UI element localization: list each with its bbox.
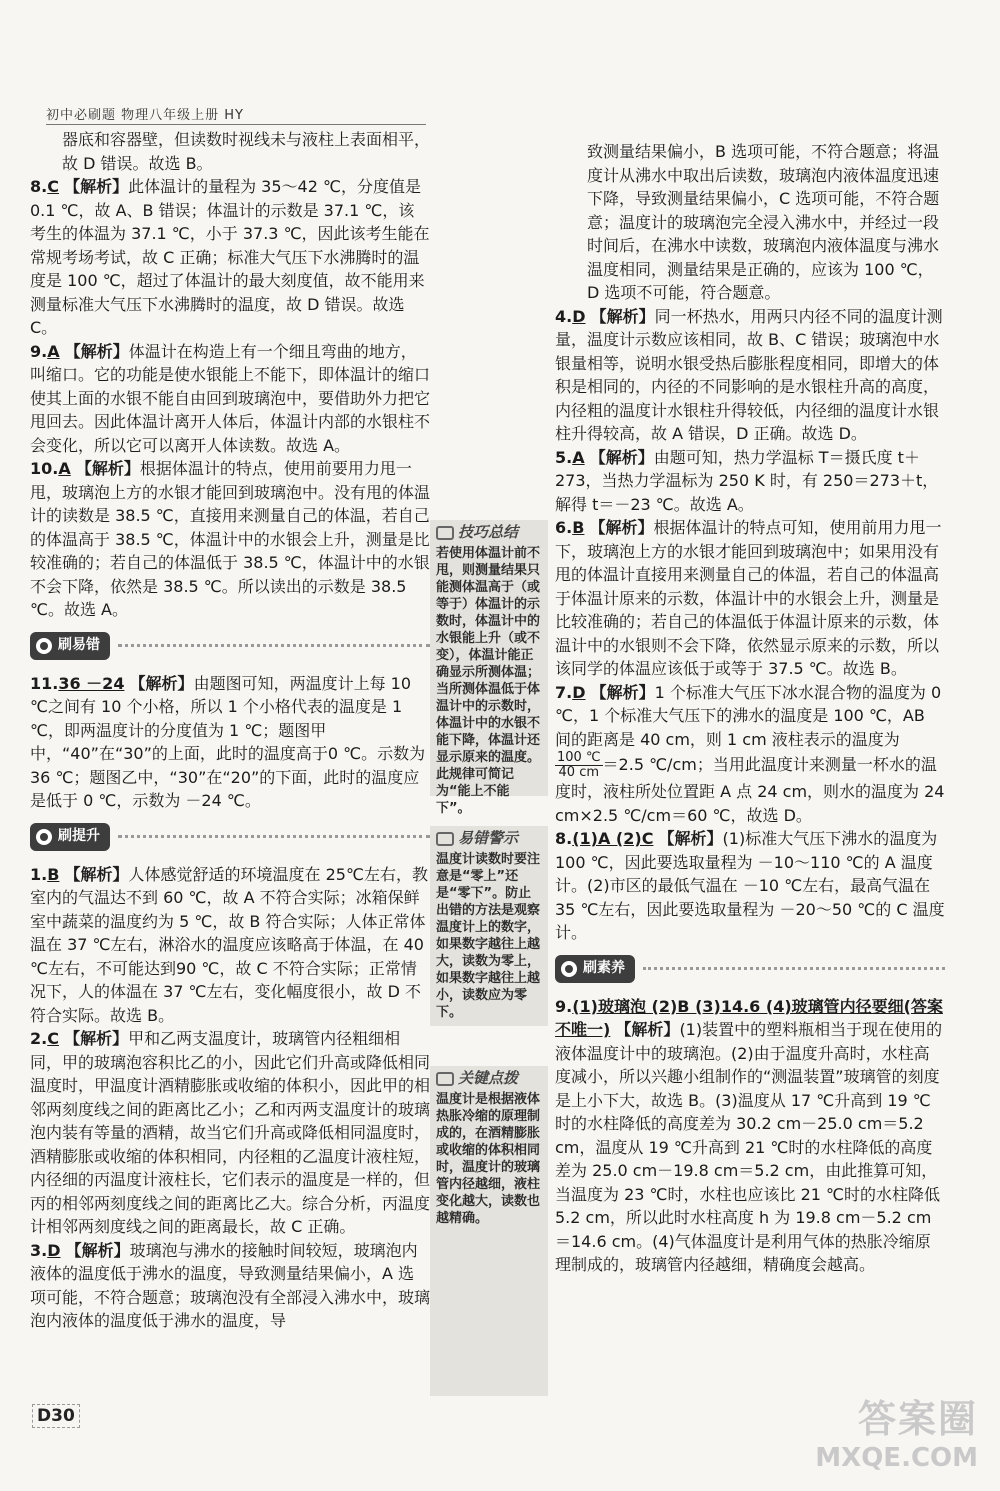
analysis-text: 由题图可知，两温度计上每 10 ℃之间有 10 个小格，所以 1 个小格代表的温度是 1 ℃，即两温度计的分度值为 1 ℃；题图甲中，“40”在“30”的上面，此时的温度高于0 ℃。示数为 36 ℃；题图乙中，“30”在“20”的下面，此时的温度应是低于 0 ℃，示数为 －24 ℃。 xyxy=(30,673,426,810)
analysis-text: 同一杯热水，用两只内径不同的温度计测量，温度计示数应该相同，故 B、C 错误；玻璃泡中水银量相等，说明水银受热后膨胀程度相同，即增大的体积是相同的，内径的不同影响的是水银柱升高的高度，内径粗的温度计水银柱升得较低，内径细的温度计水银柱升得较高，故 A 错误，D 正确。故选 D。 xyxy=(555,306,943,443)
fraction-denominator: 40 cm xyxy=(558,765,600,780)
badge-icon xyxy=(561,961,577,977)
section-badge xyxy=(30,632,110,660)
analysis-text: 体温计在构造上有一个细且弯曲的地方，叫缩口。它的功能是使水银能上不能下，即体温计的缩口使其上面的水银不能自由回到玻璃泡中，要借助外力把它甩回去。因此体温计离开人体后，体温计内部的水银柱不会变化，所以它可以离开人体读数。故选 A。 xyxy=(30,341,431,455)
analysis-tag: 【解析】 xyxy=(129,673,194,693)
answer-item-2 xyxy=(30,1027,430,1239)
answer-item-9b xyxy=(555,995,945,1277)
tip-title xyxy=(436,524,542,541)
fraction-numerator: 100 ℃ xyxy=(557,750,601,765)
item-number: 9. xyxy=(30,341,48,361)
answer-item-7 xyxy=(555,681,945,828)
item-answer: D xyxy=(47,1240,61,1260)
section-header-improve xyxy=(30,817,430,857)
left-column xyxy=(30,128,430,1333)
section-badge xyxy=(555,955,635,983)
section-header-errors xyxy=(30,626,430,666)
analysis-text: 由题可知，热力学温标 T＝摄氏度 t＋273，当热力学温标为 250 K 时，有 250＝273＋t，解得 t＝－23 ℃。故选 A。 xyxy=(555,447,939,514)
item-number: 2. xyxy=(30,1029,48,1048)
answer-item-5 xyxy=(555,446,945,517)
tip-body: 温度计读数时要注意是“零上”还是“零下”。防止出错的方法是观察温度计上的数字，如果数字越往上越大，读数为零上，如果数字越往上越小，读数应为零下。 xyxy=(436,852,541,1020)
answer-item-8b xyxy=(555,827,945,945)
analysis-tag: 【解析】 xyxy=(64,341,129,361)
tip-box-warning xyxy=(430,826,548,1026)
analysis-text: 玻璃泡与沸水的接触时间较短，玻璃泡内液体的温度低于沸水的温度，导致测量结果偏小，A 选项可能，不符合题意；玻璃泡没有全部浸入沸水中，玻璃泡内液体的温度低于沸水的温度，导 xyxy=(30,1240,431,1330)
answer-item-1 xyxy=(30,863,430,1028)
analysis-text: 甲和乙两支温度计，玻璃管内径粗细相同，甲的玻璃泡容积比乙的小，因此它们升高或降低相同温度时，甲温度计酒精膨胀或收缩的体积小，因此甲的相邻两刻度线之间的距离比乙小；乙和丙两支温度计的玻璃泡内装有等量的酒精，故当它们升高或降低相同温度时，酒精膨胀或收缩的体积相同，内径粗的乙温度计液柱短，内径细的丙温度计液柱长，它们表示的温度是一样的，但丙的相邻两刻度线之间的距离比乙大。综合分析，丙温度计相邻两刻度线之间的距离最长，故 C 正确。 xyxy=(30,1029,431,1236)
tip-box-key-point xyxy=(430,1066,548,1396)
item-number: 7. xyxy=(555,682,573,702)
item-number: 9. xyxy=(555,996,573,1016)
analysis-tag: 【解析】 xyxy=(64,1029,129,1048)
dotted-rule xyxy=(643,967,945,970)
item-answer: (1)玻璃泡 (2)B (3)14.6 (4)玻璃管内径要细(答案不唯一) xyxy=(555,996,943,1039)
answer-item-10 xyxy=(30,457,430,622)
item-number: 10. xyxy=(30,459,59,478)
analysis-tag: 【解析】 xyxy=(615,1020,680,1039)
fraction xyxy=(555,751,603,780)
answer-item-4 xyxy=(555,305,945,446)
item-number: 4. xyxy=(555,306,573,326)
badge-icon xyxy=(36,829,52,845)
item-answer: A xyxy=(58,459,71,478)
item-answer: C xyxy=(47,177,59,196)
pointer-icon xyxy=(436,1072,454,1086)
item-answer: D xyxy=(572,682,586,702)
tip-body: 温度计是根据液体热胀冷缩的原理制成的，在酒精膨胀或收缩的体积相同时，温度计的玻璃管内径越细，液柱变化越大，读数也越精确。 xyxy=(436,1092,541,1226)
answer-item-6 xyxy=(555,516,945,681)
analysis-text: (1)装置中的塑料瓶相当于现在使用的液体温度计中的玻璃泡。(2)由于温度升高时，水柱高度减小，所以兴趣小组制作的“测温装置”玻璃管的刻度是上小下大，故选 B。(3)温度从 17 ℃升高到 19 ℃时的水柱降低的高度差为 30.2 cm－25.0 cm＝5.2 cm，温度从 19 ℃升高到 21 ℃时的水柱降低的高度差为 25.0 cm－19.8 cm＝5.2 cm，由此推算可知，当温度为 23 ℃时，水柱也应该比 21 ℃时的水柱降低 5.2 cm，所以此时水柱高度 h 为 19.8 cm－5.2 cm＝14.6 cm。(4)气体温度计是利用气体的热胀冷缩原理制成的，玻璃管内径越细，精确度会越高。 xyxy=(555,1020,943,1274)
running-header: 初中必刷题 物理八年级上册 HY xyxy=(46,108,244,123)
analysis-tag: 【解析】 xyxy=(64,177,129,196)
item-answer: A xyxy=(572,447,585,467)
continued-paragraph: 器底和容器壁，但读数时视线未与液柱上表面相平，故 D 错误。故选 B。 xyxy=(62,130,431,173)
section-title: 刷提升 xyxy=(58,827,100,844)
pointer-icon xyxy=(436,832,454,846)
tip-body: 若使用体温计前不甩，则测量结果只能测体温高于（或等于）体温计的示数时，体温计中的水银能上升（或不变），体温计能正确显示所测体温；当所测体温低于体温计中的示数时，体温计中的水银不能下降，体温计还显示原来的温度。此规律可简记为“能上不能下”。 xyxy=(436,546,541,816)
analysis-text: 根据体温计的特点，使用前要用力甩一甩，玻璃泡上方的水银才能回到玻璃泡中。没有甩的体温计的读数是 38.5 ℃，直接用来测量自己的体温，若自己的体温高于 38.5 ℃，体温计中的水银会上升，测量是比较准确的；若自己的体温低于 38.5 ℃，体温计中的水银不会下降，依然是 38.5 ℃。所以读出的示数是 38.5 ℃。故选 A。 xyxy=(30,459,431,619)
analysis-text: 1 个标准大气压下冰水混合物的温度为 0 ℃，1 个标准大气压下的沸水的温度是 100 ℃，AB 间的距离是 40 cm，则 1 cm 液柱表示的温度为 xyxy=(555,682,942,749)
section-title: 刷素养 xyxy=(583,959,625,976)
section-badge xyxy=(30,823,110,851)
item-answer: 36 －24 xyxy=(58,673,125,693)
watermark xyxy=(815,1388,978,1473)
analysis-tag: 【解析】 xyxy=(64,864,129,884)
right-column xyxy=(555,140,945,1277)
section-title: 刷易错 xyxy=(58,636,100,653)
analysis-tag: 【解析】 xyxy=(589,518,654,537)
item-number: 8. xyxy=(30,177,48,196)
item-number: 3. xyxy=(30,1240,48,1260)
analysis-text: 此体温计的量程为 35～42 ℃，分度值是 0.1 ℃，故 A、B 错误；体温计的示数是 37.1 ℃，该考生的体温为 37.1 ℃，小于 37.3 ℃，因此该考生能在常规考场考试，故 C 正确；标准大气压下水沸腾时的温度是 100 ℃，超过了体温计的最大刻度值，故不能用来测量标准大气压下水沸腾时的温度，故 D 错误。故选 C。 xyxy=(30,177,430,337)
tip-title-text: 易错警示 xyxy=(458,829,519,847)
analysis-tag: 【解析】 xyxy=(589,447,654,467)
analysis-tag: 【解析】 xyxy=(65,1240,130,1260)
item-answer: D xyxy=(572,306,586,326)
item-number: 11. xyxy=(30,673,59,693)
header-rule xyxy=(46,124,426,125)
analysis-text: (1)标准大气压下沸水的温度为 100 ℃，因此要选取量程为 －10～110 ℃的 A 温度计。(2)市区的最低气温在 －10 ℃左右，最高气温在 35 ℃左右，因此要选取量程为 －20～50 ℃的 C 温度计。 xyxy=(555,829,945,942)
section-header-literacy xyxy=(555,949,945,989)
item-answer: B xyxy=(572,518,585,537)
analysis-tag: 【解析】 xyxy=(658,829,723,848)
analysis-text: 人体感觉舒适的环境温度在 25℃左右，教室内的气温达不到 60 ℃，故 A 不符合实际；冰箱保鲜室中蔬菜的温度约为 5 ℃，故 B 符合实际；人体正常体温在 37 ℃左右，淋浴水的温度应该略高于体温，在 40 ℃左右，不可能达到90 ℃，故 C 不符合实际；正常情况下，人的体温在 37 ℃左右，变化幅度很小，故 D 不符合实际。故选 B。 xyxy=(30,864,428,1025)
item-number: 5. xyxy=(555,447,573,467)
continued-paragraph: 致测量结果偏小，B 选项可能，不符合题意；将温度计从沸水中取出后读数，玻璃泡内液体温度迅速下降，导致测量结果偏小，C 选项可能，不符合题意；温度计的玻璃泡完全浸入沸水中，并经过一段时间后，在沸水中读数，玻璃泡内液体温度与沸水温度相同，测量结果是正确的，应该为 100 ℃，D 选项不可能，符合题意。 xyxy=(587,142,940,302)
tip-title xyxy=(436,1070,542,1087)
tip-box-summary xyxy=(430,520,548,816)
item-answer: A xyxy=(47,341,60,361)
answer-item-11 xyxy=(30,672,430,813)
item-number: 1. xyxy=(30,864,48,884)
analysis-text: 根据体温计的特点可知，使用前用力甩一下，玻璃泡上方的水银才能回到玻璃泡中；如果用没有甩的体温计直接用来测量自己的体温，若自己的体温高于体温计原来的示数，体温计中的水银会上升，测量是比较准确的；若自己的体温低于体温计原来的示数，体温计中的水银则不会下降，依然显示原来的示数，所以该同学的体温应该低于或等于 37.5 ℃。故选 B。 xyxy=(555,518,942,678)
analysis-tag: 【解析】 xyxy=(75,459,140,478)
tip-title xyxy=(436,830,542,847)
dotted-rule xyxy=(118,644,430,647)
item-answer: (1)A (2)C xyxy=(572,829,654,848)
answer-item-8 xyxy=(30,175,430,340)
tip-title-text: 技巧总结 xyxy=(458,523,519,541)
analysis-text-cont: ＝2.5 ℃/cm；当用此温度计来测量一杯水的温度时，液柱所处位置距 A 点 24 cm，则水的温度为 24 cm×2.5 ℃/cm＝60 ℃，故选 D。 xyxy=(555,755,945,825)
item-number: 6. xyxy=(555,518,573,537)
page-number: D30 xyxy=(32,1404,80,1428)
analysis-tag: 【解析】 xyxy=(590,682,655,702)
item-answer: C xyxy=(47,1029,59,1048)
answer-item-3 xyxy=(30,1239,430,1333)
watermark-logo-text: 答案圈 xyxy=(857,1397,978,1441)
pointer-icon xyxy=(436,526,454,540)
answer-item-9 xyxy=(30,340,430,458)
badge-icon xyxy=(36,638,52,654)
dotted-rule xyxy=(118,835,430,838)
watermark-url: MXQE.COM xyxy=(815,1443,978,1473)
analysis-tag: 【解析】 xyxy=(590,306,655,326)
item-answer: B xyxy=(47,864,60,884)
item-number: 8. xyxy=(555,829,573,848)
tip-title-text: 关键点拨 xyxy=(458,1069,519,1087)
